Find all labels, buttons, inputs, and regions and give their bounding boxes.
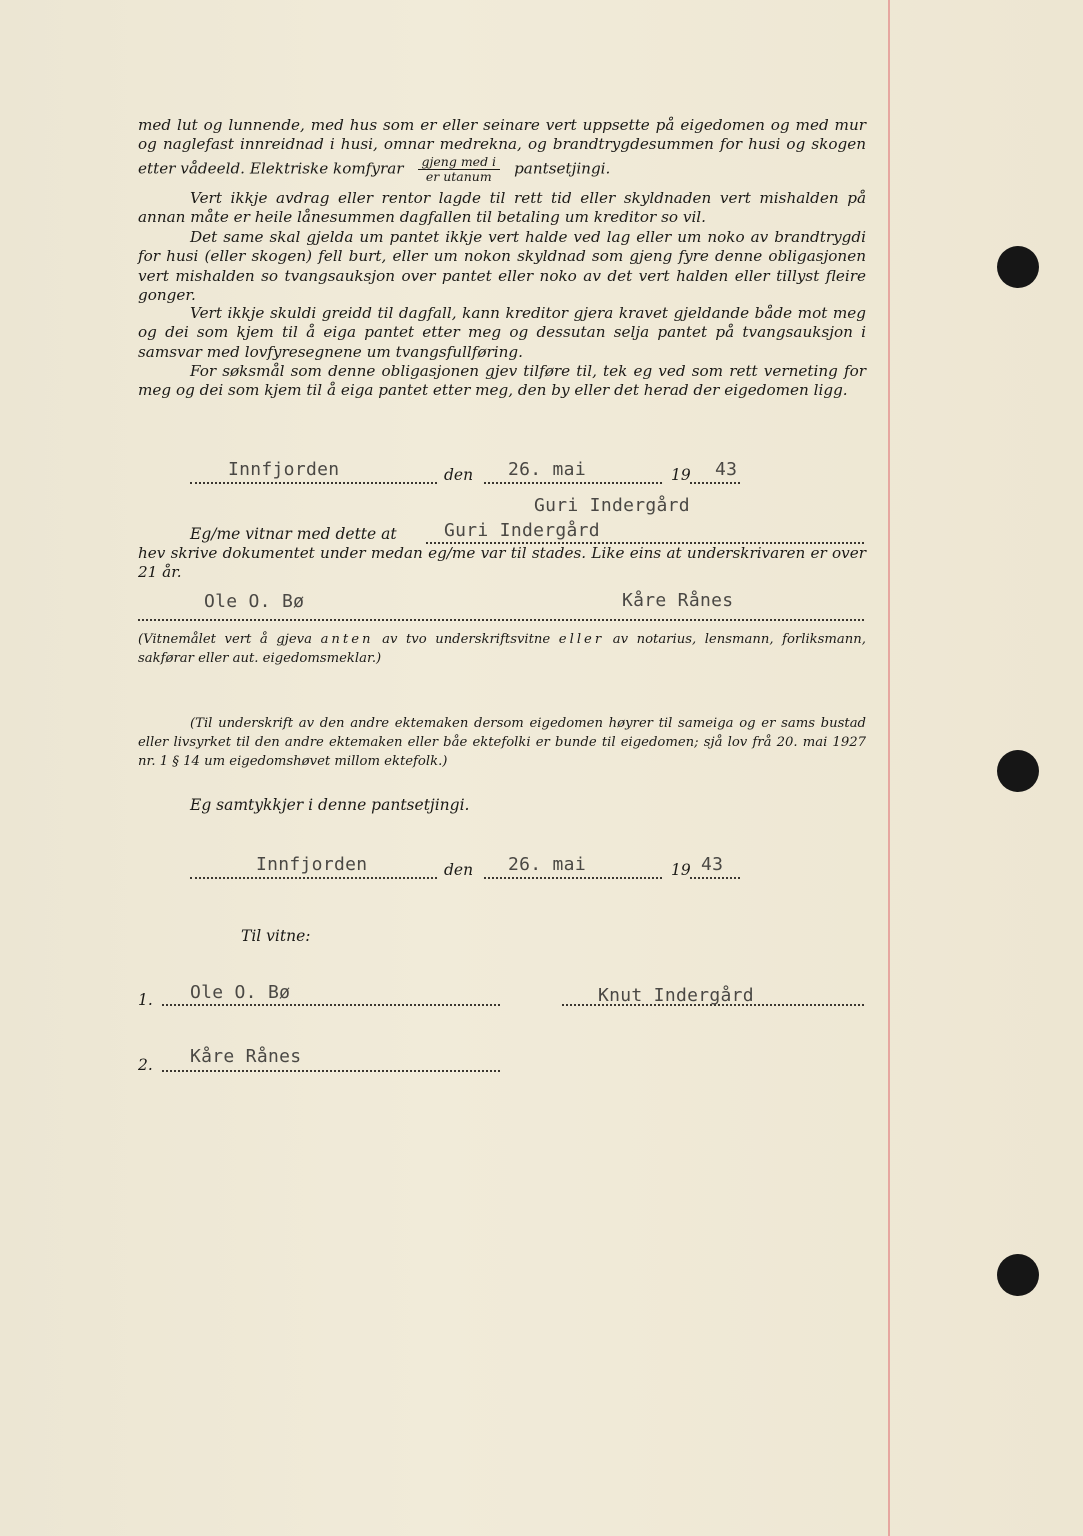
punch-hole bbox=[997, 750, 1039, 792]
paragraph-collateral bbox=[138, 116, 866, 184]
note-text: av notarius, lensmann, forliksmann, sakførar eller aut. eigedomsmeklar.) bbox=[138, 632, 866, 666]
fraction-numerator: gjeng med i bbox=[418, 155, 501, 170]
paragraph-text: hev skrive dokumentet under medan eg/me var til stades. Like eins at underskrivaren er over 21 år. bbox=[138, 544, 866, 582]
consent-witness2: Kåre Rånes bbox=[190, 1046, 302, 1067]
den-label: den bbox=[444, 861, 474, 879]
paragraph-text: For søksmål som denne obligasjonen gjev tilføre til, tek eg ved som rett verneting for meg og dei som kjem til å eiga pantet etter meg, den by eller det herad der eigedomen ligg. bbox=[138, 362, 866, 400]
witness-text bbox=[138, 544, 866, 583]
date-field-line bbox=[484, 877, 662, 879]
place-value: Innfjorden bbox=[228, 459, 340, 480]
paragraph-text: Vert ikkje avdrag eller rentor lagde til rett tid eller skyldnaden vert mishalden på annan måte er heile lånesummen dagfallen til betaling um kreditor so vil. bbox=[138, 189, 866, 227]
witnessed-name: Guri Indergård bbox=[444, 520, 600, 541]
paragraph-pledge-upkeep bbox=[138, 228, 866, 306]
note-text: (Til underskrift av den andre ektemaken dersom eigedomen høyrer til sameiga og er sams bustad eller livsyrket til den andre ektemaken eller båe ektefolki er bunde til eigedomen; sjå lov frå 20. mai 1927 nr. 1 § 14 um eigedomshøvet millom ektefolk.) bbox=[138, 716, 866, 769]
date-value: 26. mai bbox=[508, 854, 586, 875]
witness-number: 1. bbox=[138, 991, 153, 1009]
paragraph-text: Det same skal gjelda um pantet ikkje vert halde ved lag eller um noko av brandtrygdi for husi (eller skogen) fell burt, eller um nokon skyldnad som gjeng fyre denne obligasjonen vert mishalden so tvangsauksjon over pantet eller noko av det vert halden eller tillyst fleire gonger. bbox=[138, 228, 866, 305]
paragraph-text: pantsetjingi. bbox=[514, 159, 611, 178]
year-value: 43 bbox=[715, 459, 738, 480]
fraction-denominator: er utanum bbox=[425, 168, 492, 184]
paragraph-default bbox=[138, 189, 866, 228]
note-text: (Vitnemålet vert å gjeva bbox=[138, 632, 312, 647]
fraction-choice bbox=[418, 155, 501, 184]
year-prefix: 19 bbox=[671, 861, 691, 879]
consent-witness1: Ole O. Bø bbox=[190, 982, 291, 1003]
witness1-name: Ole O. Bø bbox=[204, 591, 305, 612]
place-field-line bbox=[190, 482, 437, 484]
paragraph-text: med lut og lunnende, med hus som er eller seinare vert uppsette på eigedomen og med mur og naglefast innreidnad i husi, omnar medrekna, og brandtrygdesummen for husi og skogen etter vådeeld. Elektriske komfyrar bbox=[138, 116, 866, 178]
date-field-line bbox=[484, 482, 662, 484]
punch-hole bbox=[997, 246, 1039, 288]
til-vitne-label: Til vitne: bbox=[241, 927, 311, 945]
spouse-note bbox=[138, 715, 866, 771]
witness2-name: Kåre Rånes bbox=[622, 590, 734, 611]
note-emphasis: eller bbox=[558, 632, 605, 647]
punch-hole bbox=[997, 1254, 1039, 1296]
witness-number: 2. bbox=[138, 1056, 153, 1074]
consent-text: Eg samtykkjer i denne pantsetjingi. bbox=[190, 796, 470, 814]
year-value: 43 bbox=[701, 854, 724, 875]
paragraph-venue bbox=[138, 362, 866, 401]
date-value: 26. mai bbox=[508, 459, 586, 480]
witness1-line bbox=[162, 1004, 500, 1006]
note-emphasis: anten bbox=[320, 632, 374, 647]
place-field-line bbox=[190, 877, 437, 879]
year-prefix: 19 bbox=[671, 466, 691, 484]
year-field-line bbox=[690, 877, 740, 879]
place-value: Innfjorden bbox=[256, 854, 368, 875]
margin-rule bbox=[888, 0, 890, 1536]
paragraph-enforcement bbox=[138, 304, 866, 362]
signer-name: Guri Indergård bbox=[534, 495, 690, 516]
witness2-line bbox=[162, 1070, 500, 1072]
consent-signer: Knut Indergård bbox=[598, 985, 754, 1006]
witness-note bbox=[138, 631, 866, 669]
paragraph-text: Vert ikkje skuldi greidd til dagfall, kann kreditor gjera kravet gjeldande både mot meg og dei som kjem til å eiga pantet etter meg og dessutan selja pantet på tvangsauksjon i samsvar med lovfyresegnene um tvangsfullføring. bbox=[138, 304, 866, 361]
note-text: av tvo underskriftsvitne bbox=[382, 632, 551, 647]
den-label: den bbox=[444, 466, 474, 484]
year-field-line bbox=[690, 482, 740, 484]
witness-intro: Eg/me vitnar med dette at bbox=[190, 525, 397, 543]
witness-signature-line bbox=[138, 619, 864, 621]
